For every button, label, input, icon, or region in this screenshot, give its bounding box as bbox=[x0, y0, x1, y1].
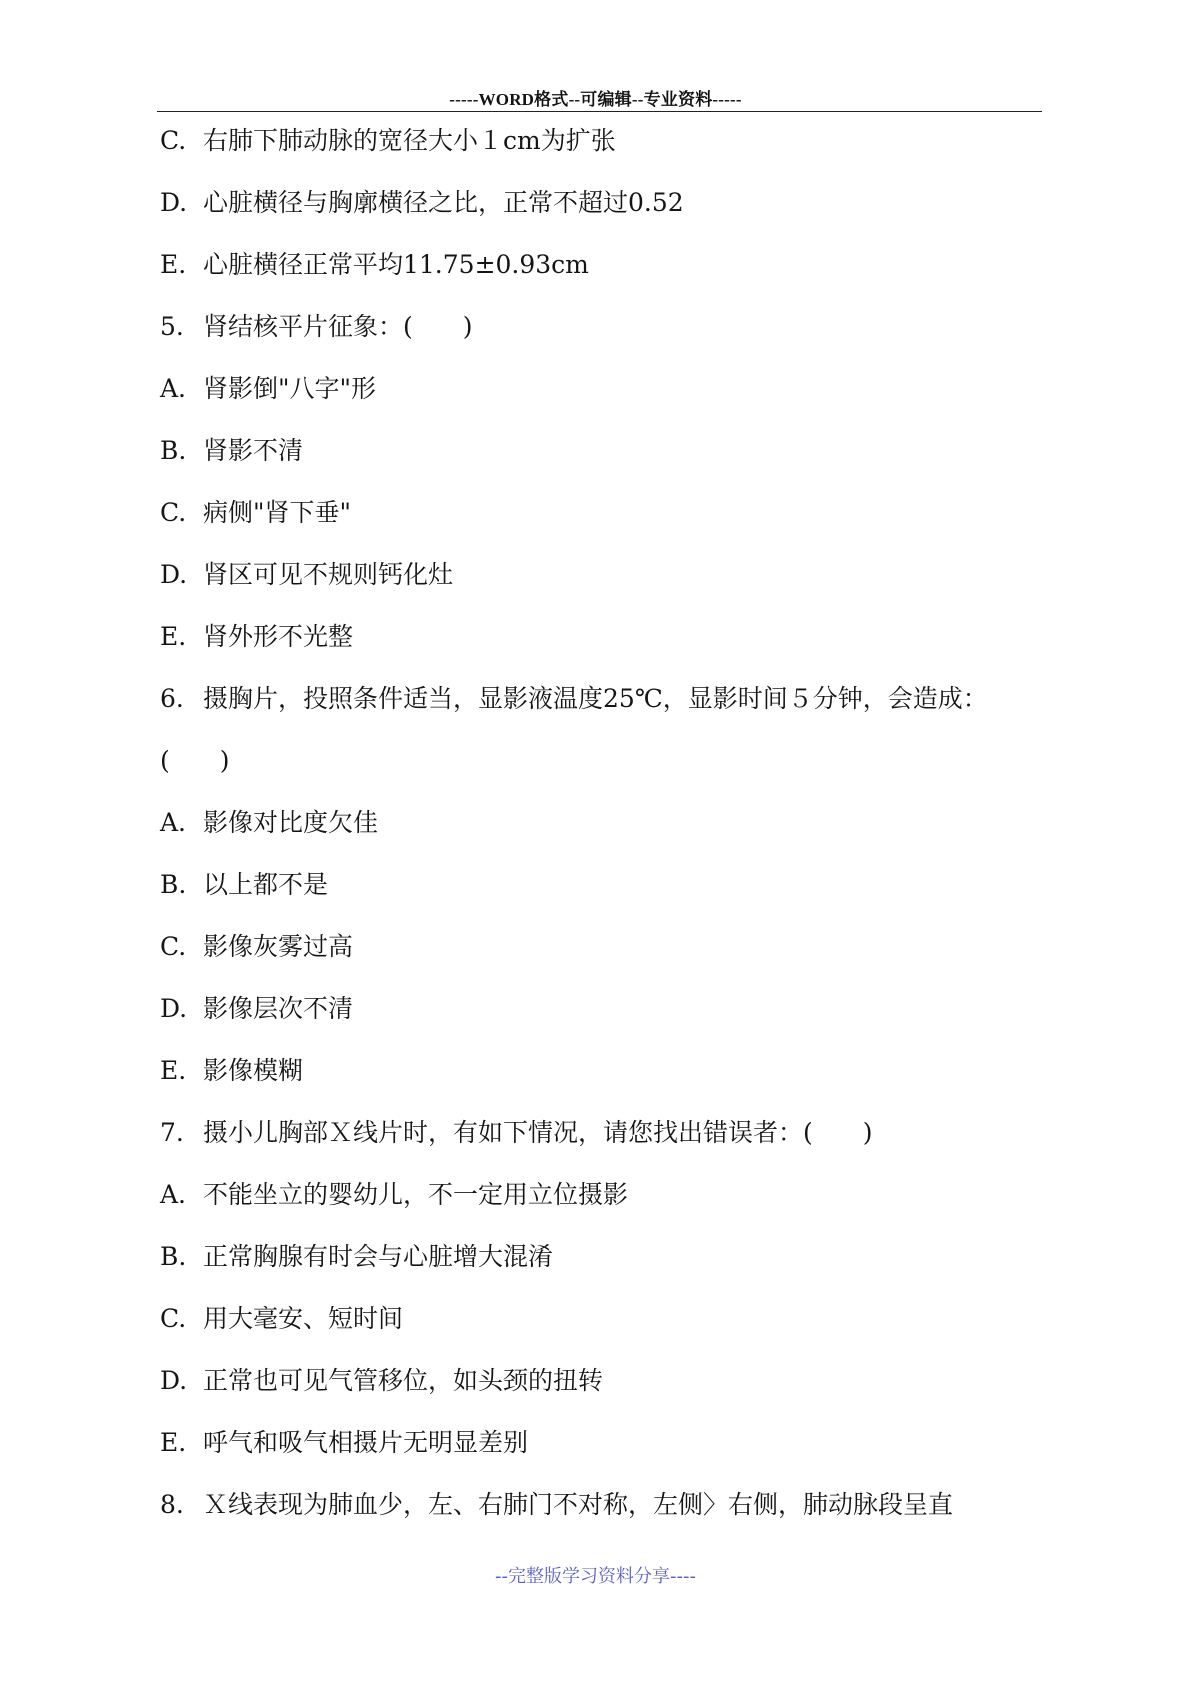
option-label: C. bbox=[160, 932, 187, 961]
answer-blank-line bbox=[0, 741, 1191, 781]
option-line bbox=[0, 245, 1191, 285]
option-label: D. bbox=[160, 560, 188, 589]
answer-blank: ( ) bbox=[160, 746, 230, 775]
question-line bbox=[0, 1113, 1191, 1153]
question-line bbox=[0, 679, 1191, 719]
option-line bbox=[0, 369, 1191, 409]
option-text: 肾区可见不规则钙化灶 bbox=[203, 560, 454, 589]
question-line bbox=[0, 1485, 1191, 1525]
option-label: A. bbox=[160, 808, 187, 837]
option-line bbox=[0, 803, 1191, 843]
option-text: 心脏横径正常平均11.75±0.93cm bbox=[203, 250, 589, 279]
question-number: 6. bbox=[160, 684, 184, 713]
page-header: -----WORD格式--可编辑--专业资料----- bbox=[449, 90, 742, 109]
option-line bbox=[0, 1361, 1191, 1401]
option-text: 肾外形不光整 bbox=[203, 622, 354, 651]
option-text: 右肺下肺动脉的宽径大小１cm为扩张 bbox=[203, 126, 616, 155]
option-label: C. bbox=[160, 498, 187, 527]
option-line bbox=[0, 1051, 1191, 1091]
option-text: 肾影不清 bbox=[203, 436, 304, 465]
option-line bbox=[0, 1175, 1191, 1215]
option-label: E. bbox=[160, 622, 187, 651]
option-label: C. bbox=[160, 1304, 187, 1333]
question-text: Ｘ线表现为肺血少，左、右肺门不对称，左侧〉右侧，肺动脉段呈直 bbox=[203, 1490, 954, 1519]
option-text: 肾影倒"八字"形 bbox=[203, 374, 376, 403]
option-label: C. bbox=[160, 126, 187, 155]
option-line bbox=[0, 555, 1191, 595]
option-text: 病侧"肾下垂" bbox=[203, 498, 351, 527]
option-line bbox=[0, 927, 1191, 967]
question-line bbox=[0, 307, 1191, 347]
option-text: 影像对比度欠佳 bbox=[203, 808, 379, 837]
option-line bbox=[0, 1299, 1191, 1339]
option-text: 影像模糊 bbox=[203, 1056, 304, 1085]
option-label: A. bbox=[160, 1180, 187, 1209]
question-text: 肾结核平片征象：( ) bbox=[203, 312, 473, 341]
option-line bbox=[0, 1423, 1191, 1463]
option-line bbox=[0, 121, 1191, 161]
option-line bbox=[0, 493, 1191, 533]
question-number: 7. bbox=[160, 1118, 184, 1147]
question-number: 8. bbox=[160, 1490, 184, 1519]
option-text: 以上都不是 bbox=[203, 870, 329, 899]
option-label: B. bbox=[160, 1242, 187, 1271]
question-text: 摄胸片，投照条件适当，显影液温度25℃，显影时间５分钟，会造成： bbox=[203, 684, 988, 713]
option-label: D. bbox=[160, 188, 188, 217]
option-label: B. bbox=[160, 870, 187, 899]
option-label: A. bbox=[160, 374, 187, 403]
option-line bbox=[0, 989, 1191, 1029]
option-label: E. bbox=[160, 1428, 187, 1457]
question-number: 5. bbox=[160, 312, 184, 341]
option-label: D. bbox=[160, 1366, 188, 1395]
option-line bbox=[0, 617, 1191, 657]
option-label: B. bbox=[160, 436, 187, 465]
option-label: D. bbox=[160, 994, 188, 1023]
option-label: E. bbox=[160, 1056, 187, 1085]
option-text: 影像灰雾过高 bbox=[203, 932, 354, 961]
option-text: 用大毫安、短时间 bbox=[203, 1304, 404, 1333]
option-text: 呼气和吸气相摄片无明显差别 bbox=[203, 1428, 529, 1457]
option-text: 不能坐立的婴幼儿，不一定用立位摄影 bbox=[203, 1180, 629, 1209]
option-text: 正常胸腺有时会与心脏增大混淆 bbox=[203, 1242, 554, 1271]
option-text: 影像层次不清 bbox=[203, 994, 354, 1023]
option-label: E. bbox=[160, 250, 187, 279]
question-text: 摄小儿胸部Ｘ线片时，有如下情况，请您找出错误者：( ) bbox=[203, 1118, 873, 1147]
option-line bbox=[0, 865, 1191, 905]
option-line bbox=[0, 183, 1191, 223]
option-line bbox=[0, 431, 1191, 471]
option-line bbox=[0, 1237, 1191, 1277]
option-text: 正常也可见气管移位，如头颈的扭转 bbox=[203, 1366, 604, 1395]
option-text: 心脏横径与胸廓横径之比，正常不超过0.52 bbox=[203, 188, 684, 217]
page-footer: --完整版学习资料分享---- bbox=[495, 1566, 696, 1587]
